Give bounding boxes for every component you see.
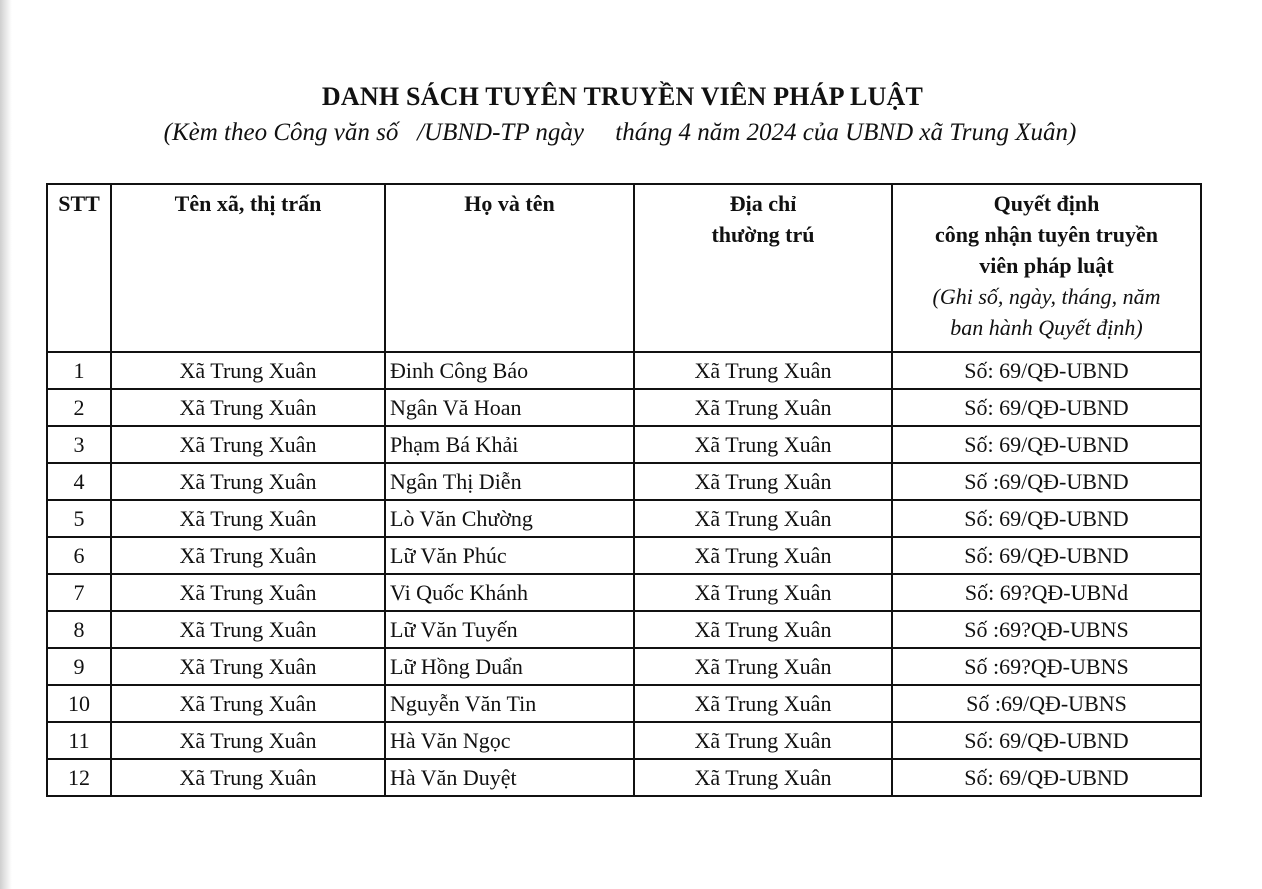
cell-fullname: Lò Văn Chường [385,500,634,537]
cell-commune: Xã Trung Xuân [111,537,385,574]
cell-stt: 6 [47,537,111,574]
cell-decision: Số: 69/QĐ-UBND [892,500,1201,537]
document-title: DANH SÁCH TUYÊN TRUYỀN VIÊN PHÁP LUẬT [321,82,924,111]
header-address-line2: thường trú [711,222,815,247]
propagandist-table [46,183,1202,797]
cell-fullname: Phạm Bá Khải [385,426,634,463]
cell-fullname: Vi Quốc Khánh [385,574,634,611]
cell-stt: 2 [47,389,111,426]
cell-address: Xã Trung Xuân [634,685,892,722]
cell-commune: Xã Trung Xuân [111,611,385,648]
cell-stt: 8 [47,611,111,648]
table-row [47,574,1201,611]
table-row [47,389,1201,426]
cell-stt: 5 [47,500,111,537]
cell-commune: Xã Trung Xuân [111,389,385,426]
header-decision-line3: viên pháp luật [979,253,1114,278]
cell-address: Xã Trung Xuân [634,611,892,648]
cell-commune: Xã Trung Xuân [111,722,385,759]
cell-address: Xã Trung Xuân [634,722,892,759]
table-row [47,648,1201,685]
cell-fullname: Ngân Thị Diễn [385,463,634,500]
cell-stt: 1 [47,352,111,389]
cell-decision: Số: 69/QĐ-UBND [892,426,1201,463]
cell-address: Xã Trung Xuân [634,426,892,463]
cell-address: Xã Trung Xuân [634,500,892,537]
table-row [47,463,1201,500]
cell-stt: 10 [47,685,111,722]
table-row [47,352,1201,389]
cell-decision: Số :69?QĐ-UBNS [892,648,1201,685]
cell-address: Xã Trung Xuân [634,759,892,796]
cell-decision: Số: 69/QĐ-UBND [892,759,1201,796]
cell-decision: Số :69?QĐ-UBNS [892,611,1201,648]
header-decision-note1: (Ghi số, ngày, tháng, năm [932,284,1161,309]
table-row [47,500,1201,537]
cell-commune: Xã Trung Xuân [111,463,385,500]
cell-stt: 3 [47,426,111,463]
cell-address: Xã Trung Xuân [634,574,892,611]
table-row [47,426,1201,463]
cell-address: Xã Trung Xuân [634,463,892,500]
cell-address: Xã Trung Xuân [634,352,892,389]
cell-commune: Xã Trung Xuân [111,426,385,463]
header-stt: STT [47,184,111,352]
cell-commune: Xã Trung Xuân [111,574,385,611]
table-row [47,685,1201,722]
document-subtitle: (Kèm theo Công văn số /UBND-TP ngày tháng 4 năm 2024 của UBND xã Trung Xuân) [163,119,1077,146]
cell-commune: Xã Trung Xuân [111,648,385,685]
cell-stt: 4 [47,463,111,500]
cell-decision: Số: 69/QĐ-UBND [892,352,1201,389]
cell-stt: 12 [47,759,111,796]
cell-commune: Xã Trung Xuân [111,685,385,722]
table-row [47,537,1201,574]
cell-fullname: Ngân Vă Hoan [385,389,634,426]
header-fullname: Họ và tên [385,184,634,352]
cell-fullname: Nguyễn Văn Tin [385,685,634,722]
cell-fullname: Hà Văn Duyệt [385,759,634,796]
header-decision [892,184,1201,352]
header-address-line1: Địa chỉ [729,191,797,216]
table-body [47,352,1201,796]
cell-decision: Số: 69/QĐ-UBND [892,722,1201,759]
cell-commune: Xã Trung Xuân [111,500,385,537]
cell-decision: Số :69/QĐ-UBND [892,463,1201,500]
table-header-row [47,184,1201,352]
cell-decision: Số: 69?QĐ-UBNd [892,574,1201,611]
cell-fullname: Lữ Hồng Duẩn [385,648,634,685]
cell-decision: Số: 69/QĐ-UBND [892,537,1201,574]
cell-decision: Số: 69/QĐ-UBND [892,389,1201,426]
header-decision-line1: Quyết định [993,191,1100,216]
cell-commune: Xã Trung Xuân [111,759,385,796]
header-decision-line2: công nhận tuyên truyền [934,222,1159,247]
cell-stt: 7 [47,574,111,611]
cell-stt: 11 [47,722,111,759]
cell-commune: Xã Trung Xuân [111,352,385,389]
table-row [47,722,1201,759]
cell-fullname: Hà Văn Ngọc [385,722,634,759]
cell-fullname: Lữ Văn Phúc [385,537,634,574]
cell-decision: Số :69/QĐ-UBNS [892,685,1201,722]
cell-fullname: Đinh Công Báo [385,352,634,389]
table-row [47,611,1201,648]
table-row [47,759,1201,796]
header-decision-note2: ban hành Quyết định) [950,315,1143,340]
cell-address: Xã Trung Xuân [634,537,892,574]
cell-address: Xã Trung Xuân [634,389,892,426]
header-address [634,184,892,352]
cell-fullname: Lữ Văn Tuyến [385,611,634,648]
cell-stt: 9 [47,648,111,685]
header-commune: Tên xã, thị trấn [111,184,385,352]
cell-address: Xã Trung Xuân [634,648,892,685]
